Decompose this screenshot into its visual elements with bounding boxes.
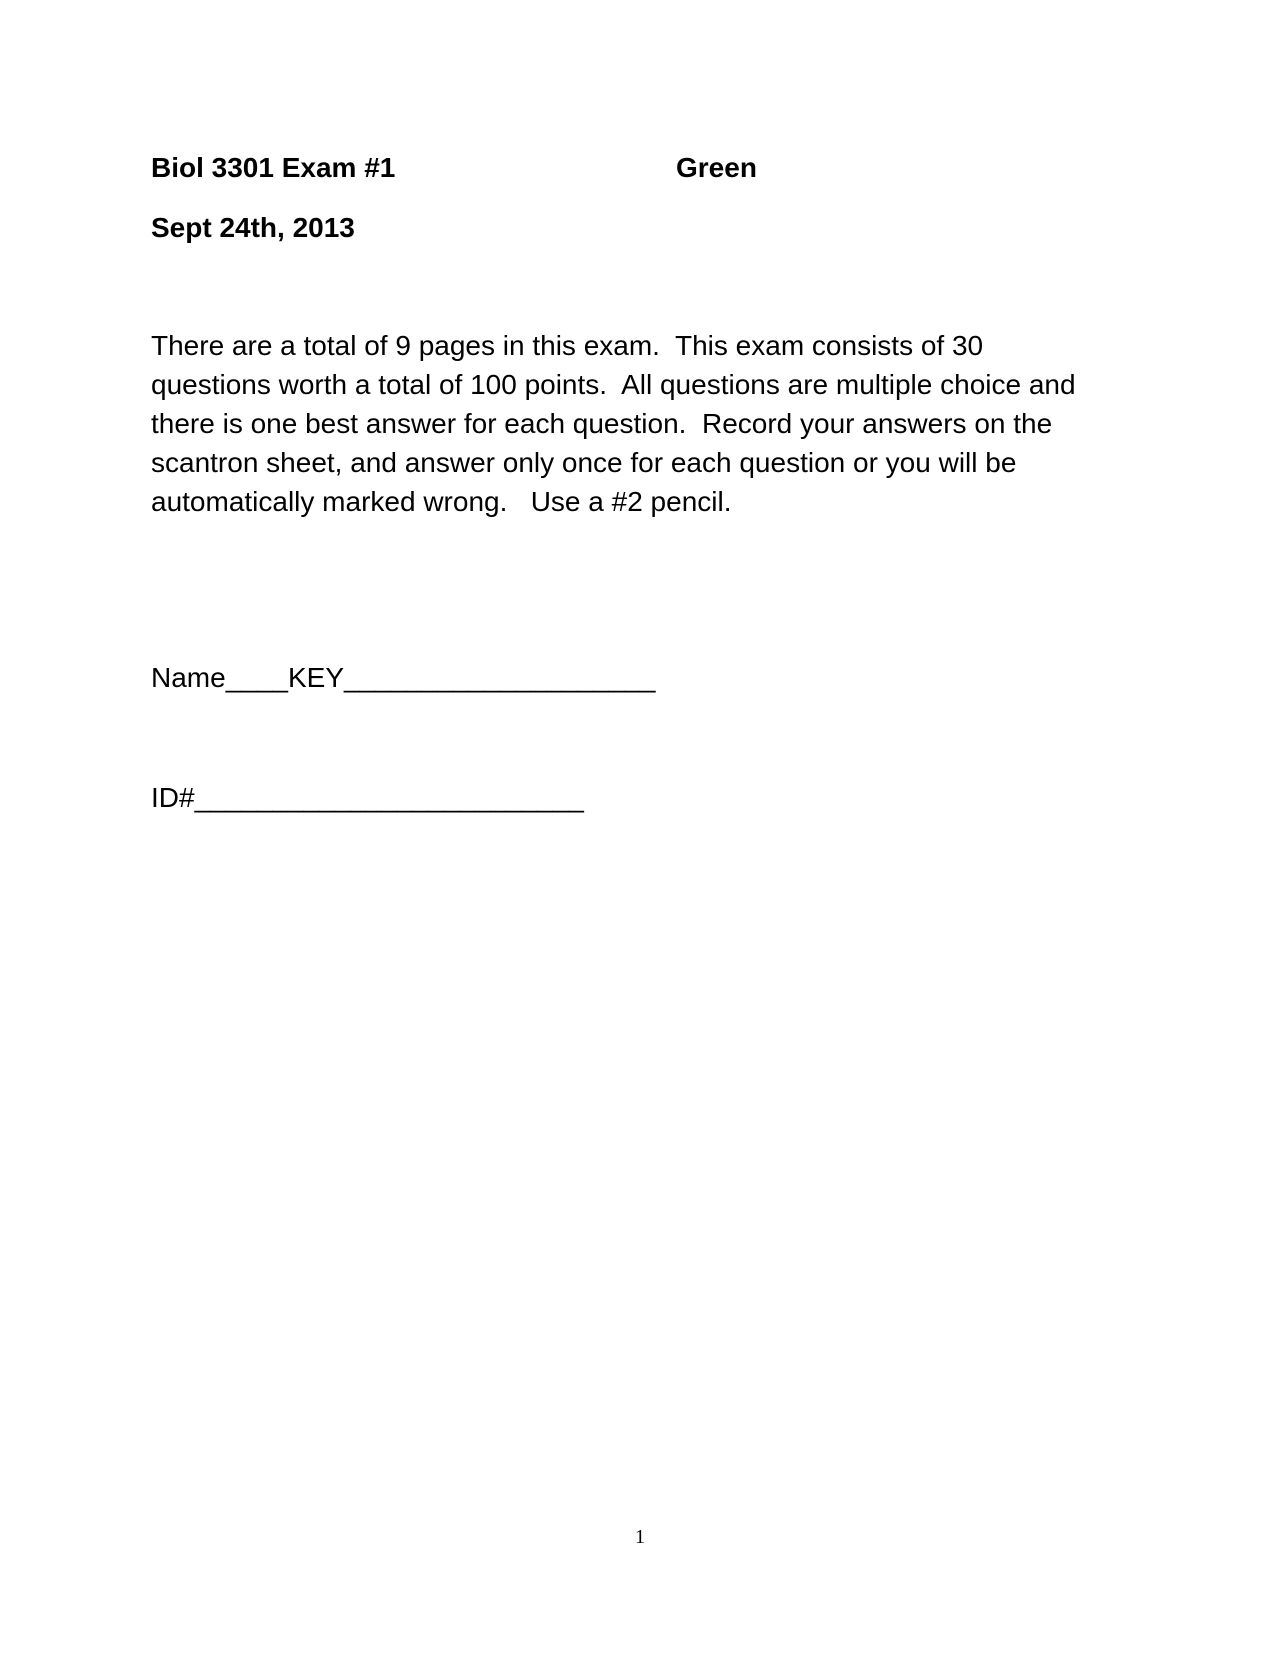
- id-field: ID#_________________________: [151, 782, 584, 813]
- exam-date: Sept 24th, 2013: [151, 212, 355, 243]
- exam-title: Biol 3301 Exam #1: [151, 152, 396, 183]
- instructions-line: automatically marked wrong. Use a #2 pencil.: [151, 486, 732, 517]
- name-field: Name____KEY____________________: [151, 662, 656, 693]
- instructions-line: There are a total of 9 pages in this exam. This exam consists of 30: [151, 330, 984, 361]
- page-number: 1: [635, 1526, 645, 1548]
- exam-version: Green: [676, 152, 757, 183]
- instructions-line: there is one best answer for each question. Record your answers on the: [151, 408, 1053, 439]
- instructions-line: scantron sheet, and answer only once for each question or you will be: [151, 447, 1017, 478]
- instructions-line: questions worth a total of 100 points. All questions are multiple choice and: [151, 369, 1076, 400]
- exam-header: [151, 150, 1051, 186]
- exam-instructions: [151, 326, 1141, 521]
